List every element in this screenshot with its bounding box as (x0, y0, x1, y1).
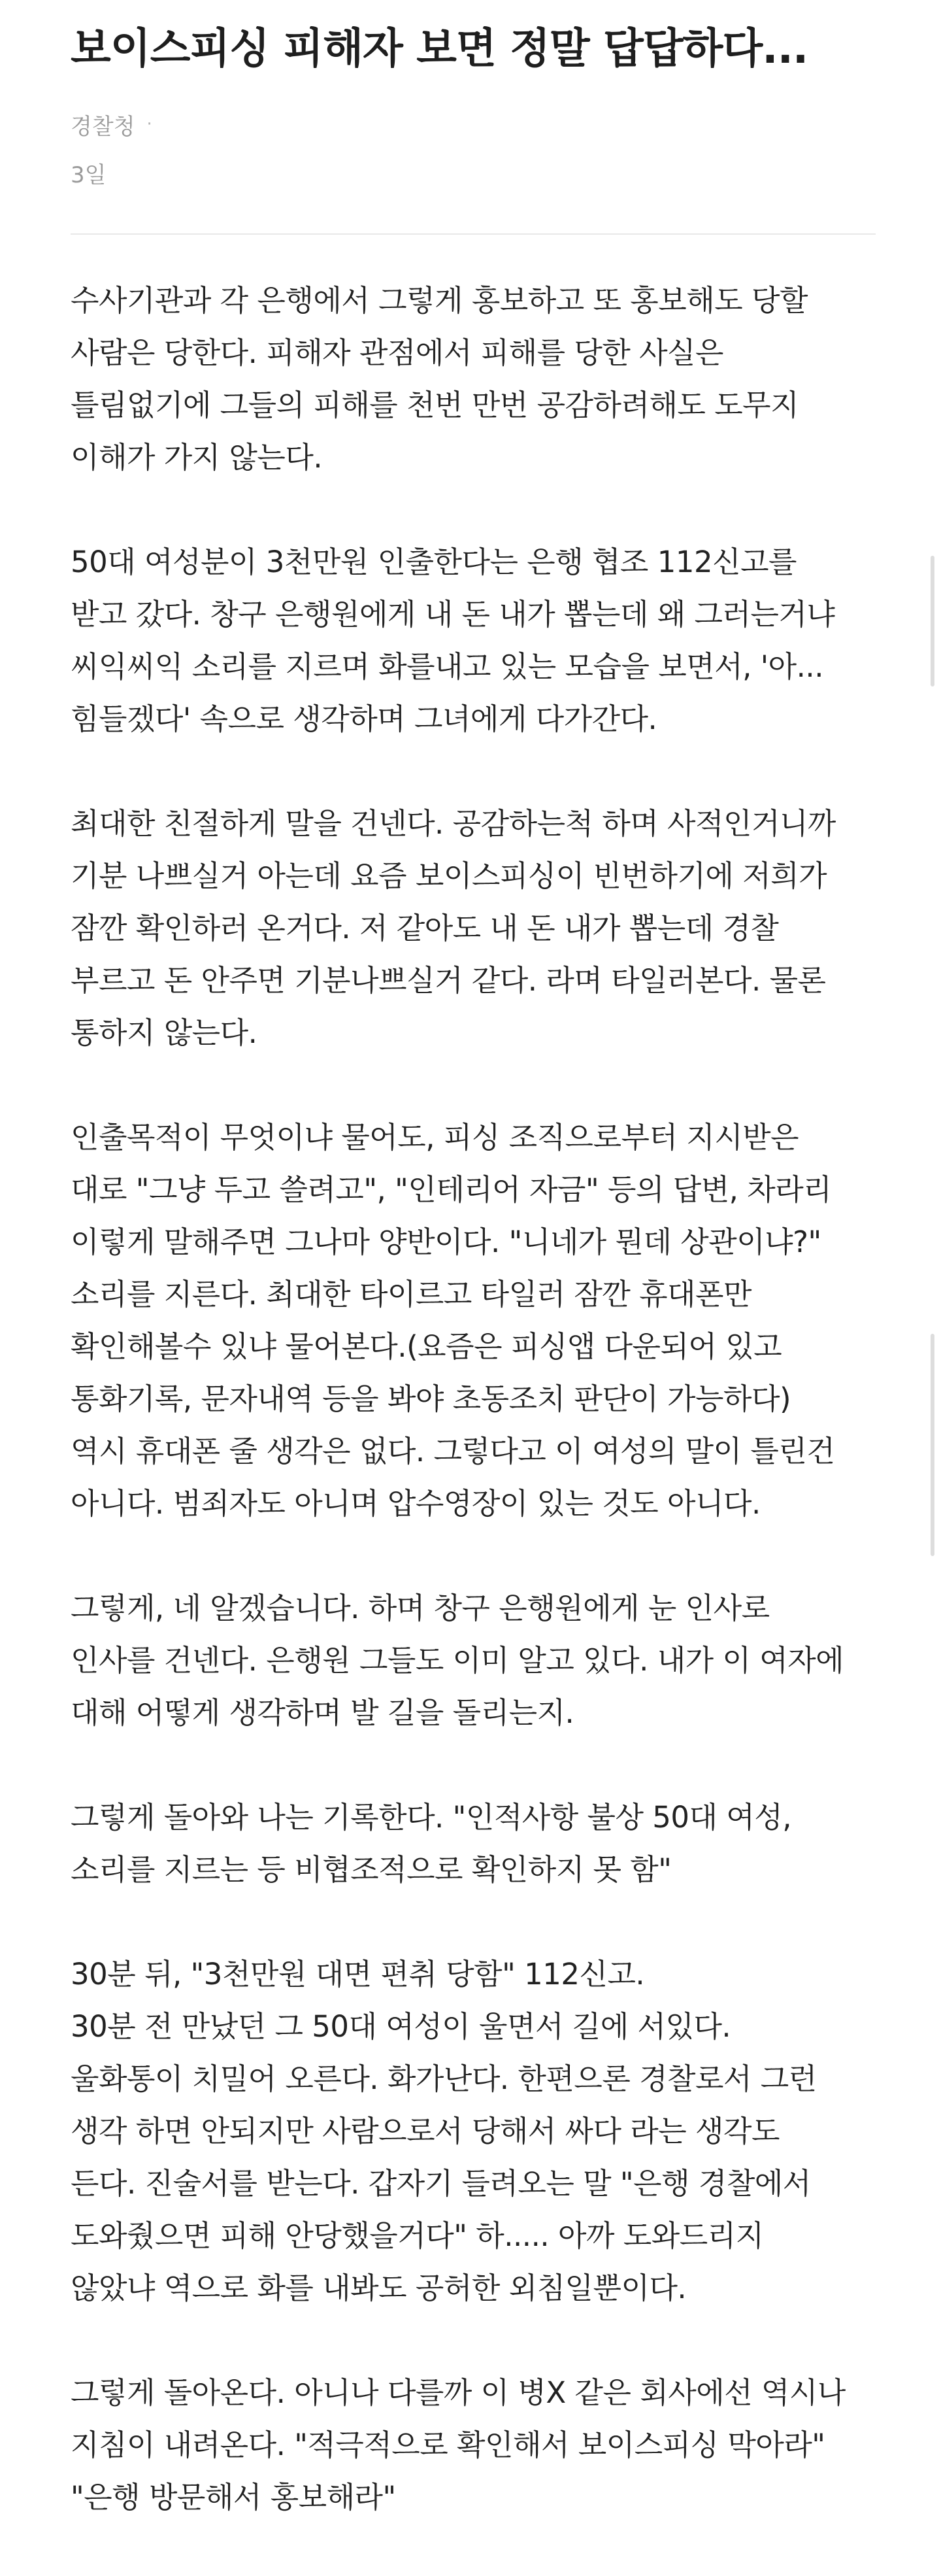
body-line: "은행 방문해서 홍보해라" (71, 2480, 396, 2515)
post-title: 보이스피싱 피해자 보면 정말 답답하다... (71, 25, 808, 73)
body-line: 그렇게 돌아온다. 아니나 다를까 이 병X 같은 회사에선 역시나 (71, 2375, 846, 2410)
body-line: 대로 "그냥 두고 쓸려고", "인테리어 자금" 등의 답변, 차라리 (71, 1172, 832, 1207)
body-paragraph (71, 1582, 881, 1739)
body-line: 이렇게 말해주면 그나마 양반이다. "니네가 뭔데 상관이냐?" (71, 1225, 821, 1259)
header-divider (71, 233, 876, 235)
body-line: 확인해볼수 있냐 물어본다.(요즘은 피싱앱 다운되어 있고 (71, 1329, 782, 1364)
body-line: 통하지 않는다. (71, 1015, 257, 1050)
body-line: 틀림없기에 그들의 피해를 천번 만번 공감하려해도 도무지 (71, 388, 799, 422)
body-line: 생각 하면 안되지만 사람으로서 당해서 싸다 라는 생각도 (71, 2114, 780, 2148)
body-line: 역시 휴대폰 줄 생각은 없다. 그렇다고 이 여성의 말이 틀린건 (71, 1434, 835, 1468)
body-line: 부르고 돈 안주면 기분나쁘실거 같다. 라며 타일러본다. 물론 (71, 963, 826, 998)
body-line: 사람은 당한다. 피해자 관점에서 피해를 당한 사실은 (71, 335, 724, 370)
body-line: 통화기록, 문자내역 등을 봐야 초동조치 판단이 가능하다) (71, 1381, 791, 1416)
body-line: 잠깐 확인하러 온거다. 저 같아도 내 돈 내가 뽑는데 경찰 (71, 911, 779, 945)
body-line: 울화통이 치밀어 오른다. 화가난다. 한편으론 경찰로서 그런 (71, 2061, 817, 2096)
body-paragraph (71, 798, 881, 1059)
body-line: 인출목적이 무엇이냐 물어도, 피싱 조직으로부터 지시받은 (71, 1120, 799, 1155)
body-line: 인사를 건넨다. 은행원 그들도 이미 알고 있다. 내가 이 여자에 (71, 1643, 844, 1678)
body-line: 받고 갔다. 창구 은행원에게 내 돈 내가 뽑는데 왜 그러는거냐 (71, 597, 835, 632)
body-line: 대해 어떻게 생각하며 발 길을 돌리는지. (71, 1695, 574, 1730)
body-line: 50대 여성분이 3천만원 인출한다는 은행 협조 112신고를 (71, 545, 797, 579)
body-line: 씨익씨익 소리를 지르며 화를내고 있는 모습을 보면서, '아... (71, 649, 824, 684)
body-paragraph (71, 1791, 881, 1896)
body-line: 힘들겠다' 속으로 생각하며 그녀에게 다가간다. (71, 702, 657, 736)
body-line: 든다. 진술서를 받는다. 갑자기 들려오는 말 "은행 경찰에서 (71, 2166, 811, 2201)
body-line: 이해가 가지 않는다. (71, 440, 323, 475)
body-line: 아니다. 범죄자도 아니며 압수영장이 있는 것도 아니다. (71, 1486, 761, 1521)
body-paragraph (71, 2367, 881, 2524)
body-line: 소리를 지른다. 최대한 타이르고 타일러 잠깐 휴대폰만 (71, 1277, 751, 1312)
body-line: 30분 뒤, "3천만원 대면 편취 당함" 112신고. (71, 1957, 645, 1991)
body-line: 않았냐 역으로 화를 내봐도 공허한 외침일뿐이다. (71, 2271, 687, 2305)
body-line: 지침이 내려온다. "적극적으로 확인해서 보이스피싱 막아라" (71, 2428, 825, 2462)
body-line: 도와줬으면 피해 안당했을거다" 하..... 아까 도와드리지 (71, 2218, 764, 2253)
body-paragraph (71, 1111, 881, 1530)
body-line: 그렇게 돌아와 나는 기록한다. "인적사항 불상 50대 여성, (71, 1800, 792, 1835)
body-paragraph (71, 1948, 881, 2314)
body-line: 소리를 지르는 등 비협조적으로 확인하지 못 함" (71, 1852, 672, 1887)
post-body (71, 275, 881, 2576)
body-line: 그렇게, 네 알겠습니다. 하며 창구 은행원에게 눈 인사로 (71, 1591, 770, 1625)
scrollbar-thumb[interactable] (931, 1334, 934, 1556)
body-paragraph (71, 536, 881, 745)
scrollbar-thumb[interactable] (931, 556, 934, 686)
meta-separator: · (146, 114, 152, 134)
body-line: 30분 전 만났던 그 50대 여성이 울면서 길에 서있다. (71, 2009, 731, 2044)
body-paragraph (71, 275, 881, 484)
post-time: 3일 (71, 162, 107, 188)
author-name[interactable]: 경찰청 (71, 113, 135, 140)
body-line: 기분 나쁘실거 아는데 요즘 보이스피싱이 빈번하기에 저희가 (71, 858, 827, 893)
post-meta (71, 105, 152, 144)
body-line: 최대한 친절하게 말을 건넨다. 공감하는척 하며 사적인거니까 (71, 806, 836, 841)
body-line: 수사기관과 각 은행에서 그렇게 홍보하고 또 홍보해도 당할 (71, 283, 808, 318)
